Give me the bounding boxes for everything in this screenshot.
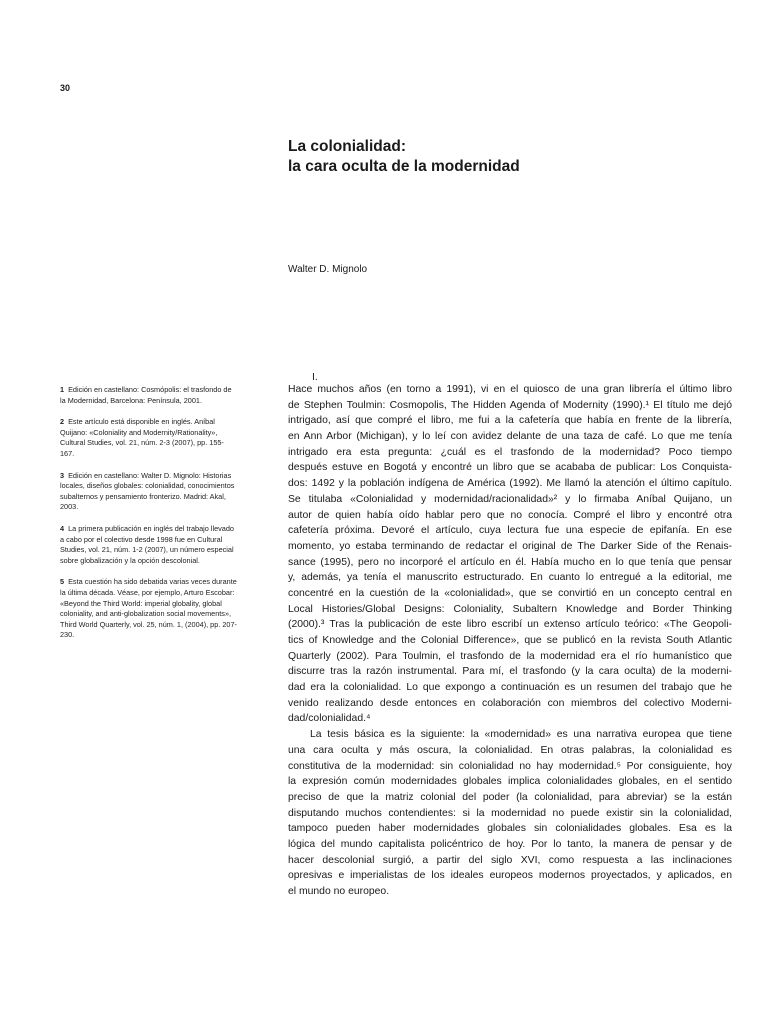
text-line: dos: 1492 y la población indígena de América (1992). Me llamó la atención el último capítulo. xyxy=(288,478,732,490)
text-line: opresivas e imperialistas de los ideales europeos modernos proyectados, y aplicados, en xyxy=(288,870,732,882)
text-line: venido realizando desde entonces en colaboración con miembros del colectivo Moderni- xyxy=(288,697,732,709)
footnote-number: 5 xyxy=(60,577,65,587)
text-line: cafetería próxima. Devoré el artículo, cuya lectura fue una especie de epifanía. En ese xyxy=(288,525,732,537)
title-line: la cara oculta de la modernidad xyxy=(288,158,520,175)
text-line: discurre tras la razón instrumental. Para mí, el trasfondo (y la cara oculta) de la moderni- xyxy=(288,666,732,678)
text-line: lógica del mundo capitalista policéntrico de hoy. Por lo tanto, la manera de pensar y de xyxy=(288,838,732,850)
text-line: después estuve en Bogotá y encontré un libro que se acababa de publicar: Los Conquista- xyxy=(288,462,732,474)
text-line: dad/colonialidad.⁴ xyxy=(288,713,371,725)
footnotes-column xyxy=(60,385,238,652)
title-line: La colonialidad: xyxy=(288,138,406,155)
footnote-4 xyxy=(60,524,238,566)
footnote-1 xyxy=(60,385,238,406)
page-number: 30 xyxy=(60,83,71,93)
text-line: La tesis básica es la siguiente: la «modernidad» es una narrativa europea que tiene xyxy=(310,729,732,741)
footnote-number: 1 xyxy=(60,385,65,394)
text-line: y, además, ya tenía el manuscrito estructurado. En cuanto lo entregué a la editorial, me xyxy=(288,572,732,584)
text-line: intrigado era esta pregunta: ¿cuál es el trasfondo de la modernidad? Poco tiempo xyxy=(288,446,732,458)
footnote-number: 3 xyxy=(60,470,65,480)
text-line: de Stephen Toulmin: Cosmopolis, The Hidden Agenda of Modernity (1990).¹ El título me dejó xyxy=(288,399,732,411)
paragraph-2 xyxy=(288,727,732,900)
footnote-text: Edición en castellano: Walter D. Mignolo: Historias locales, diseños globales: colonialidad, conocimientos subalternos y pensamiento fronterizo. Madrid: Akal, 2003. xyxy=(60,470,235,512)
article-title xyxy=(288,137,728,177)
footnote-text: Este artículo está disponible en inglés. Aníbal Quijano: «Coloniality and Modernity/Rationality», Cultural Studies, vol. 21, núm. 2-3 (2007), pp. 155-167. xyxy=(60,417,224,458)
paragraph-1 xyxy=(288,382,732,727)
text-line: tics of Knowledge and the Colonial Difference», que se publicó en la revista South Atlantic xyxy=(288,635,732,646)
text-line: en Ann Arbor (Michigan), y lo leí con avidez delante de una taza de café. Lo que me tenía xyxy=(288,431,732,443)
text-line: Se titulaba «Colonialidad y modernidad/racionalidad»² y lo firmaba Aníbal Quijano, un xyxy=(288,493,732,505)
footnote-text: Edición en castellano: Cosmópolis: el trasfondo de la Modernidad, Barcelona: Península, 2001. xyxy=(60,385,232,405)
text-line: una cara oculta y más oscura, la colonialidad. En otras palabras, la colonialidad es xyxy=(288,744,732,756)
text-line: momento, yo estaba terminando de redactar el original de The Darker Side of the Renais- xyxy=(288,540,732,552)
text-line: Local Histories/Global Designs: Coloniality, Subaltern Knowledge and Border Thinking xyxy=(288,603,732,615)
text-line: (2000).³ Tras la publicación de este libro escribí un extenso artículo teórico: «The Geopoli- xyxy=(288,619,732,631)
text-line: Hace muchos años (en torno a 1991), vi en el quiosco de una gran librería el último libro xyxy=(288,384,732,395)
text-line: tampoco pueden haber modernidades globales sin colonialidades globales. Esa es la xyxy=(288,823,732,835)
text-line: autor de quien había oído hablar pero que no conocía. Compré el libro y encontré otra xyxy=(288,509,732,521)
text-line: disputando muchos contendientes: si la modernidad no puede existir sin la colonialidad, xyxy=(288,807,732,819)
text-line: dad era la colonialidad. Lo que expongo a continuación es un resumen del trabajo que he xyxy=(288,682,732,694)
text-line: intrigado, así que compré el libro, me fui a la cafetería que había en frente de la librería, xyxy=(288,415,732,427)
text-line: concentré en la cuestión de la «colonialidad», que se convirtió en un concepto central en xyxy=(288,587,732,599)
footnote-3 xyxy=(60,471,238,513)
footnote-2 xyxy=(60,417,238,459)
text-line: la expresión común modernidades globales implica colonialidades globales, en el sentido xyxy=(288,776,732,788)
footnote-number: 2 xyxy=(60,417,65,427)
author-name: Walter D. Mignolo xyxy=(288,264,368,275)
footnote-text: Esta cuestión ha sido debatida varias veces durante la última década. Véase, por ejemplo, Arturo Escobar: «Beyond the Third World: imperial globality, global coloniality, and anti-globalization social movements», Third World Quarterly, vol. 25, núm. 1, (2004), pp. 207-230. xyxy=(60,577,237,640)
footnote-text: La primera publicación en inglés del trabajo llevado a cabo por el colectivo desde 1998 fue en Cultural Studies, vol. 21, núm. 1-2 (2007), un número especial sobre globalización y la opción descolonial. xyxy=(60,523,234,565)
text-line: constitutiva de la modernidad: sin colonialidad no hay modernidad.⁵ Por consiguiente, hoy xyxy=(288,760,732,772)
body-text xyxy=(288,382,732,900)
text-line: Quarterly (2002). Para Toulmin, el trasfondo de la modernidad era el río humanístico que xyxy=(288,650,732,662)
section-marker: I. xyxy=(312,371,318,383)
text-line: sance (1995), pero no incorporé el artículo en él. Había mucho en lo que tenía que pensar xyxy=(288,556,732,568)
text-line: el mundo no europeo. xyxy=(288,886,390,897)
text-line: hacer descolonial surgió, a partir del siglo XVI, como respuesta a las inclinaciones xyxy=(288,854,732,866)
footnote-number: 4 xyxy=(60,523,65,533)
text-line: preciso de que la matriz colonial del poder (la colonialidad, para abreviar) se la están xyxy=(288,791,732,803)
footnote-5 xyxy=(60,577,238,641)
